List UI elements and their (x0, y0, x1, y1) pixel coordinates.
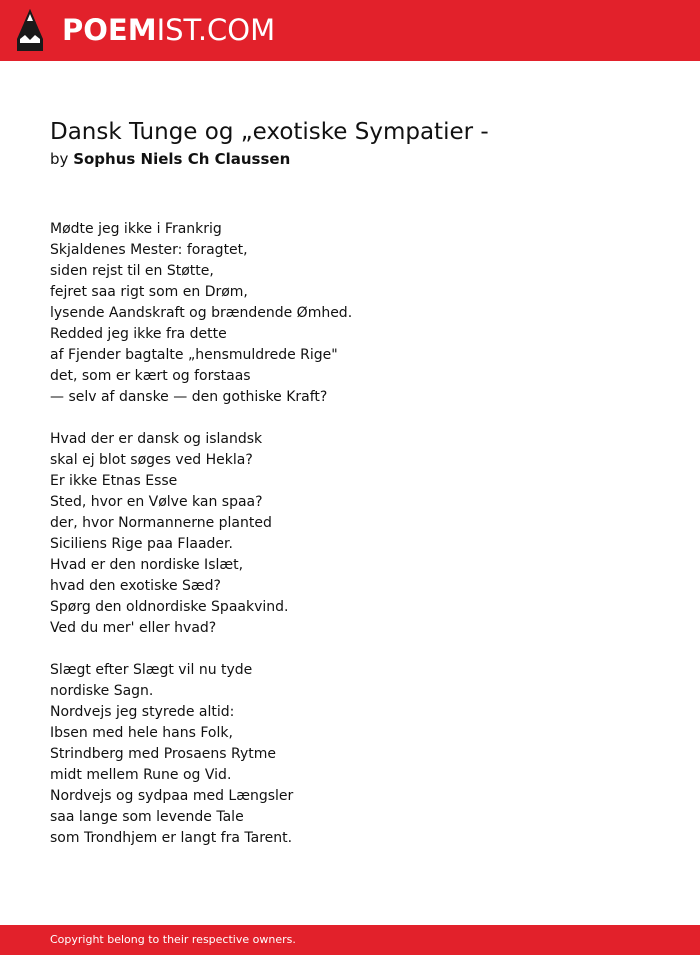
poem-line: — selv af danske — den gothiske Kraft? (50, 389, 328, 405)
stanza (50, 660, 352, 849)
poem-line: lysende Aandskraft og brændende Ømhed. (50, 305, 353, 321)
copyright-notice: Copyright belong to their respective owners. (50, 933, 296, 946)
poem-title: Dansk Tunge og „exotiske Sympatier - (50, 119, 489, 145)
poem-line: der, hvor Normannerne planted (50, 515, 272, 531)
poem-line: fejret saa rigt som en Drøm, (50, 284, 248, 300)
poem-line: af Fjender bagtalte „hensmuldrede Rige" (50, 347, 338, 363)
poem-line: det, som er kært og forstaas (50, 368, 251, 384)
poem-line: Skjaldenes Mester: foragtet, (50, 242, 248, 258)
brand-light-text: IST.COM (156, 13, 276, 47)
poem-line: Nordvejs og sydpaa med Længsler (50, 788, 294, 804)
author-name: Sophus Niels Ch Claussen (73, 150, 291, 168)
poem-line: hvad den exotiske Sæd? (50, 578, 221, 594)
poem-line: Redded jeg ikke fra dette (50, 326, 227, 342)
poem-line: saa lange som levende Tale (50, 809, 244, 825)
poem-line: Sted, hvor en Vølve kan spaa? (50, 494, 263, 510)
poem-line: Er ikke Etnas Esse (50, 473, 178, 489)
poem-line: Strindberg med Prosaens Rytme (50, 746, 277, 762)
stanza (50, 429, 352, 639)
poem-line: siden rejst til en Støtte, (50, 263, 214, 279)
site-header (0, 0, 700, 61)
site-brand-link[interactable] (62, 12, 275, 48)
by-label: by (50, 150, 69, 168)
poem-line: Nordvejs jeg styrede altid: (50, 704, 235, 720)
poem-line: nordiske Sagn. (50, 683, 154, 699)
poem-line: som Trondhjem er langt fra Tarent. (50, 830, 293, 846)
poem-line: Hvad er den nordiske Islæt, (50, 557, 244, 573)
pencil-logo-icon[interactable] (17, 9, 43, 51)
poem-line: Siciliens Rige paa Flaader. (50, 536, 233, 552)
byline (50, 149, 290, 169)
poem-line: Hvad der er dansk og islandsk (50, 431, 263, 447)
site-footer (0, 925, 700, 955)
poem-line: skal ej blot søges ved Hekla? (50, 452, 253, 468)
poem-line: Spørg den oldnordiske Spaakvind. (50, 599, 289, 615)
poem-body (50, 219, 352, 870)
poem-line: Ved du mer' eller hvad? (50, 620, 217, 636)
stanza (50, 219, 352, 408)
poem-line: midt mellem Rune og Vid. (50, 767, 232, 783)
brand-bold-text: POEM (62, 13, 157, 47)
poem-line: Mødte jeg ikke i Frankrig (50, 221, 222, 237)
poem-line: Slægt efter Slægt vil nu tyde (50, 662, 253, 678)
poem-line: Ibsen med hele hans Folk, (50, 725, 233, 741)
